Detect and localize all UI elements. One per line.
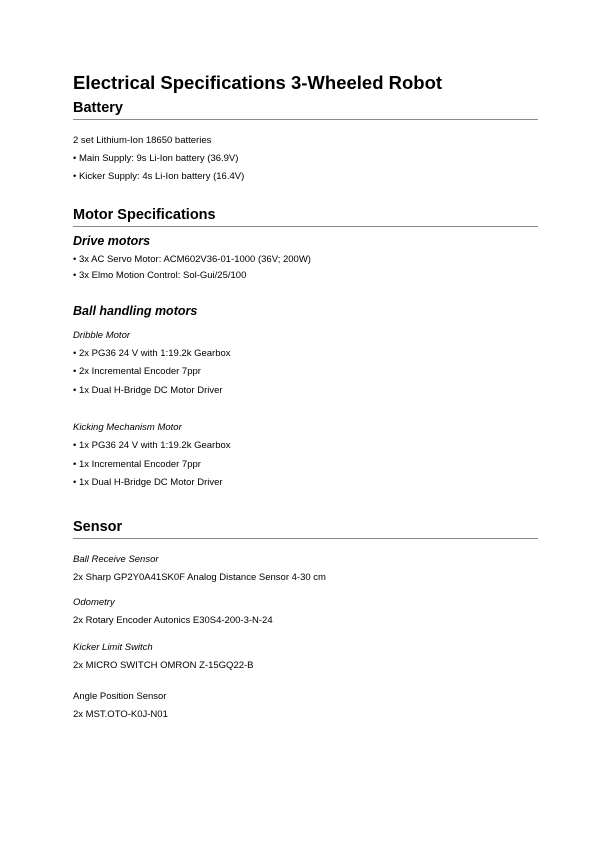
sensor-heading: Sensor [73,519,123,535]
ball-handling-heading: Ball handling motors [73,304,198,318]
kicking-motor-line: • 1x Dual H-Bridge DC Motor Driver [73,477,223,488]
dribble-motor-line: • 2x PG36 24 V with 1:19.2k Gearbox [73,348,231,359]
section-divider [73,538,538,539]
sensor-value: 2x MICRO SWITCH OMRON Z-15GQ22-B [73,660,254,671]
dribble-motor-line: • 2x Incremental Encoder 7ppr [73,366,201,377]
dribble-motor-heading: Dribble Motor [73,330,131,341]
drive-motor-line: • 3x Elmo Motion Control: Sol-Gui/25/100 [73,270,247,281]
battery-line: 2 set Lithium-Ion 18650 batteries [73,135,212,146]
kicking-motor-line: • 1x Incremental Encoder 7ppr [73,459,201,470]
section-divider [73,226,538,227]
motor-heading: Motor Specifications [73,207,216,223]
kicking-motor-heading: Kicking Mechanism Motor [73,422,182,433]
sensor-label: Ball Receive Sensor [73,554,159,565]
drive-motor-line: • 3x AC Servo Motor: ACM602V36-01-1000 (36V; 200W) [73,254,311,265]
dribble-motor-line: • 1x Dual H-Bridge DC Motor Driver [73,385,223,396]
battery-line: • Main Supply: 9s Li-Ion battery (36.9V) [73,153,239,164]
battery-heading: Battery [73,100,123,116]
sensor-label: Kicker Limit Switch [73,642,153,653]
battery-line: • Kicker Supply: 4s Li-Ion battery (16.4V) [73,171,245,182]
kicking-motor-line: • 1x PG36 24 V with 1:19.2k Gearbox [73,440,231,451]
sensor-label: Odometry [73,597,115,608]
sensor-value: 2x Rotary Encoder Autonics E30S4-200-3-N-24 [73,615,273,626]
sensor-value: 2x Sharp GP2Y0A41SK0F Analog Distance Sensor 4-30 cm [73,572,326,583]
sensor-value: 2x MST.OTO-K0J-N01 [73,709,168,720]
section-divider [73,119,538,120]
sensor-label: Angle Position Sensor [73,691,167,702]
document-title: Electrical Specifications 3-Wheeled Robot [73,72,443,93]
drive-motors-heading: Drive motors [73,234,151,248]
